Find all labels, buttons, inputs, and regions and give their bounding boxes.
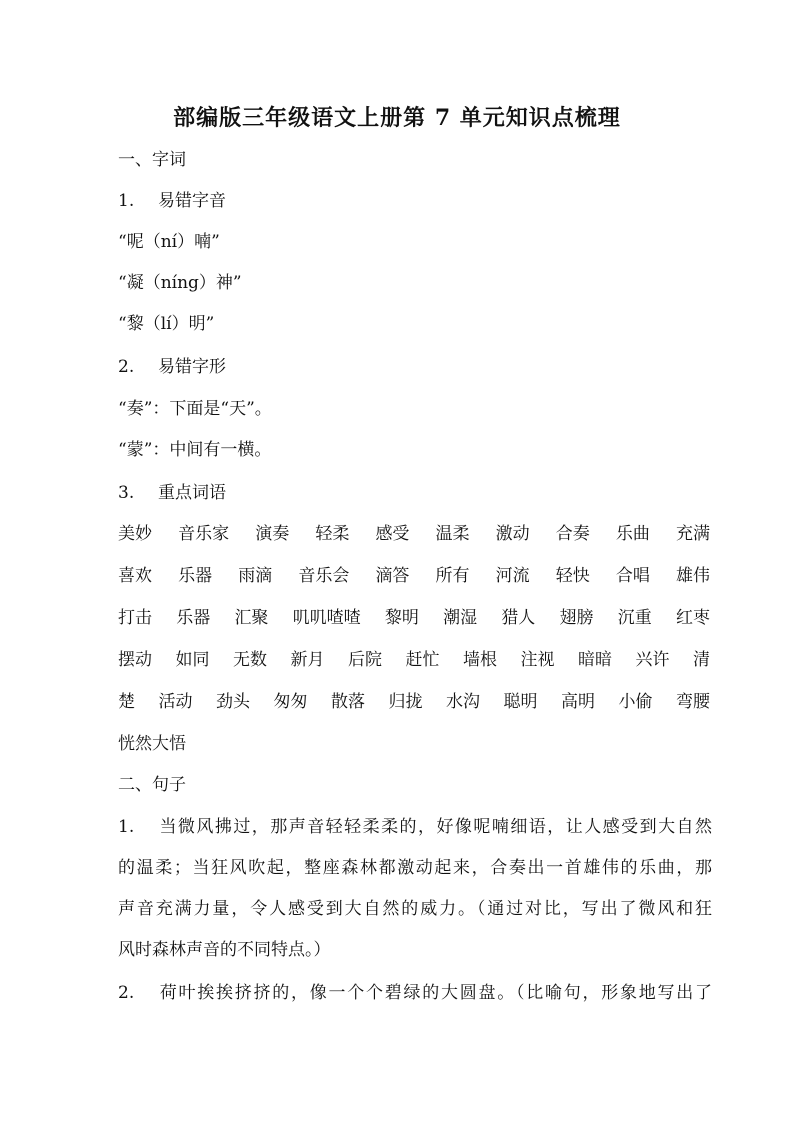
vocab-word: 温柔 [435, 524, 470, 544]
vocab-word: 翅膀 [559, 608, 594, 628]
sentence-text: 当微风拂过，那声音轻轻柔柔的，好像呢喃细语，让人感受到大自然 [158, 817, 712, 837]
vocab-word: 轻快 [555, 566, 590, 586]
vocab-word: 打击 [118, 608, 152, 628]
vocab-word: 滴答 [375, 566, 410, 586]
vocab-word: 活动 [158, 692, 193, 712]
vocab-word: 所有 [435, 566, 470, 586]
vocab-row [118, 690, 710, 714]
vocab-word: 音乐家 [178, 524, 230, 544]
section-heading-sentences: 二、句子 [118, 775, 186, 795]
vocab-word: 弯腰 [676, 692, 710, 712]
vocab-word: 叽叽喳喳 [292, 608, 361, 628]
vocab-word: 匆匆 [273, 692, 308, 712]
vocab-word: 水沟 [446, 692, 480, 712]
section-heading-words: 一、字词 [118, 150, 186, 170]
pronunciation-item: “黎（lí）明” [118, 314, 215, 334]
vocab-word: 劲头 [216, 692, 250, 712]
subheading-shape [118, 355, 226, 379]
vocab-word: 小偷 [618, 692, 653, 712]
vocab-word: 美妙 [118, 524, 152, 544]
vocab-word: 归拢 [388, 692, 423, 712]
vocab-word: 合奏 [555, 524, 590, 544]
vocab-row [118, 522, 710, 546]
sentence-number: 1. [118, 817, 135, 837]
vocab-word: 无数 [233, 650, 267, 670]
vocab-word: 清 [693, 650, 710, 670]
vocab-word: 乐曲 [615, 524, 650, 544]
vocab-word: 兴许 [635, 650, 670, 670]
vocab-word: 音乐会 [298, 566, 350, 586]
vocab-word: 注视 [520, 650, 555, 670]
subheading-number: 1. [118, 191, 135, 211]
vocab-row [118, 732, 710, 756]
vocab-word: 墙根 [463, 650, 497, 670]
vocab-word: 充满 [675, 524, 710, 544]
vocab-word: 激动 [495, 524, 530, 544]
vocab-word: 摆动 [118, 650, 152, 670]
vocab-word: 雄伟 [675, 566, 710, 586]
vocab-word: 暗暗 [578, 650, 612, 670]
shape-item: “奏”：下面是“天”。 [118, 399, 272, 419]
sentence-line: 风时森林声音的不同特点。） [118, 940, 331, 960]
vocab-word: 感受 [375, 524, 410, 544]
vocab-word: 沉重 [617, 608, 652, 628]
vocab-word: 后院 [348, 650, 382, 670]
subheading-number: 2. [118, 357, 135, 377]
vocab-word: 演奏 [255, 524, 290, 544]
vocab-word: 红枣 [675, 608, 710, 628]
vocab-word: 河流 [495, 566, 530, 586]
vocab-word: 如同 [175, 650, 210, 670]
sentence-line [118, 815, 712, 856]
subheading-pronunciation [118, 189, 226, 213]
subheading-label: 重点词语 [158, 483, 226, 503]
sentence-line [118, 981, 712, 1022]
vocab-word: 高明 [561, 692, 595, 712]
shape-item: “蒙”：中间有一横。 [118, 440, 272, 460]
vocab-word: 新月 [290, 650, 325, 670]
vocab-word: 乐器 [178, 566, 213, 586]
vocab-word: 轻柔 [315, 524, 350, 544]
sentence-number: 2. [118, 983, 135, 1003]
pronunciation-item: “凝（níng）神” [118, 273, 242, 293]
sentence-line: 声音充满力量，令人感受到大自然的威力。（通过对比，写出了微风和狂 [118, 899, 712, 919]
vocab-word: 散落 [331, 692, 365, 712]
subheading-label: 易错字形 [158, 357, 226, 377]
subheading-number: 3. [118, 483, 135, 503]
vocab-word: 赶忙 [405, 650, 440, 670]
vocab-row [118, 564, 710, 588]
vocab-word: 聪明 [503, 692, 538, 712]
sentence-line: 的温柔；当狂风吹起，整座森林都激动起来，合奏出一首雄伟的乐曲，那 [118, 858, 712, 878]
vocab-word: 黎明 [384, 608, 419, 628]
subheading-vocab [118, 481, 226, 505]
vocab-word: 恍然大悟 [118, 734, 186, 754]
vocab-word: 乐器 [176, 608, 211, 628]
vocab-word: 潮湿 [443, 608, 478, 628]
vocab-word: 汇聚 [234, 608, 269, 628]
vocab-word: 楚 [118, 692, 135, 712]
sentence-text: 荷叶挨挨挤挤的，像一个个碧绿的大圆盘。（比喻句，形象地写出了 [158, 983, 712, 1003]
sentence-item [118, 815, 712, 979]
vocab-word: 猎人 [501, 608, 536, 628]
vocab-word: 雨滴 [238, 566, 273, 586]
pronunciation-item: “呢（ní）喃” [118, 232, 220, 252]
vocab-word: 合唱 [615, 566, 650, 586]
sentence-item [118, 981, 712, 1022]
document-title: 部编版三年级语文上册第 7 单元知识点梳理 [173, 105, 621, 131]
vocab-row [118, 606, 710, 630]
subheading-label: 易错字音 [158, 191, 226, 211]
vocab-word: 喜欢 [118, 566, 152, 586]
vocab-row [118, 648, 710, 672]
